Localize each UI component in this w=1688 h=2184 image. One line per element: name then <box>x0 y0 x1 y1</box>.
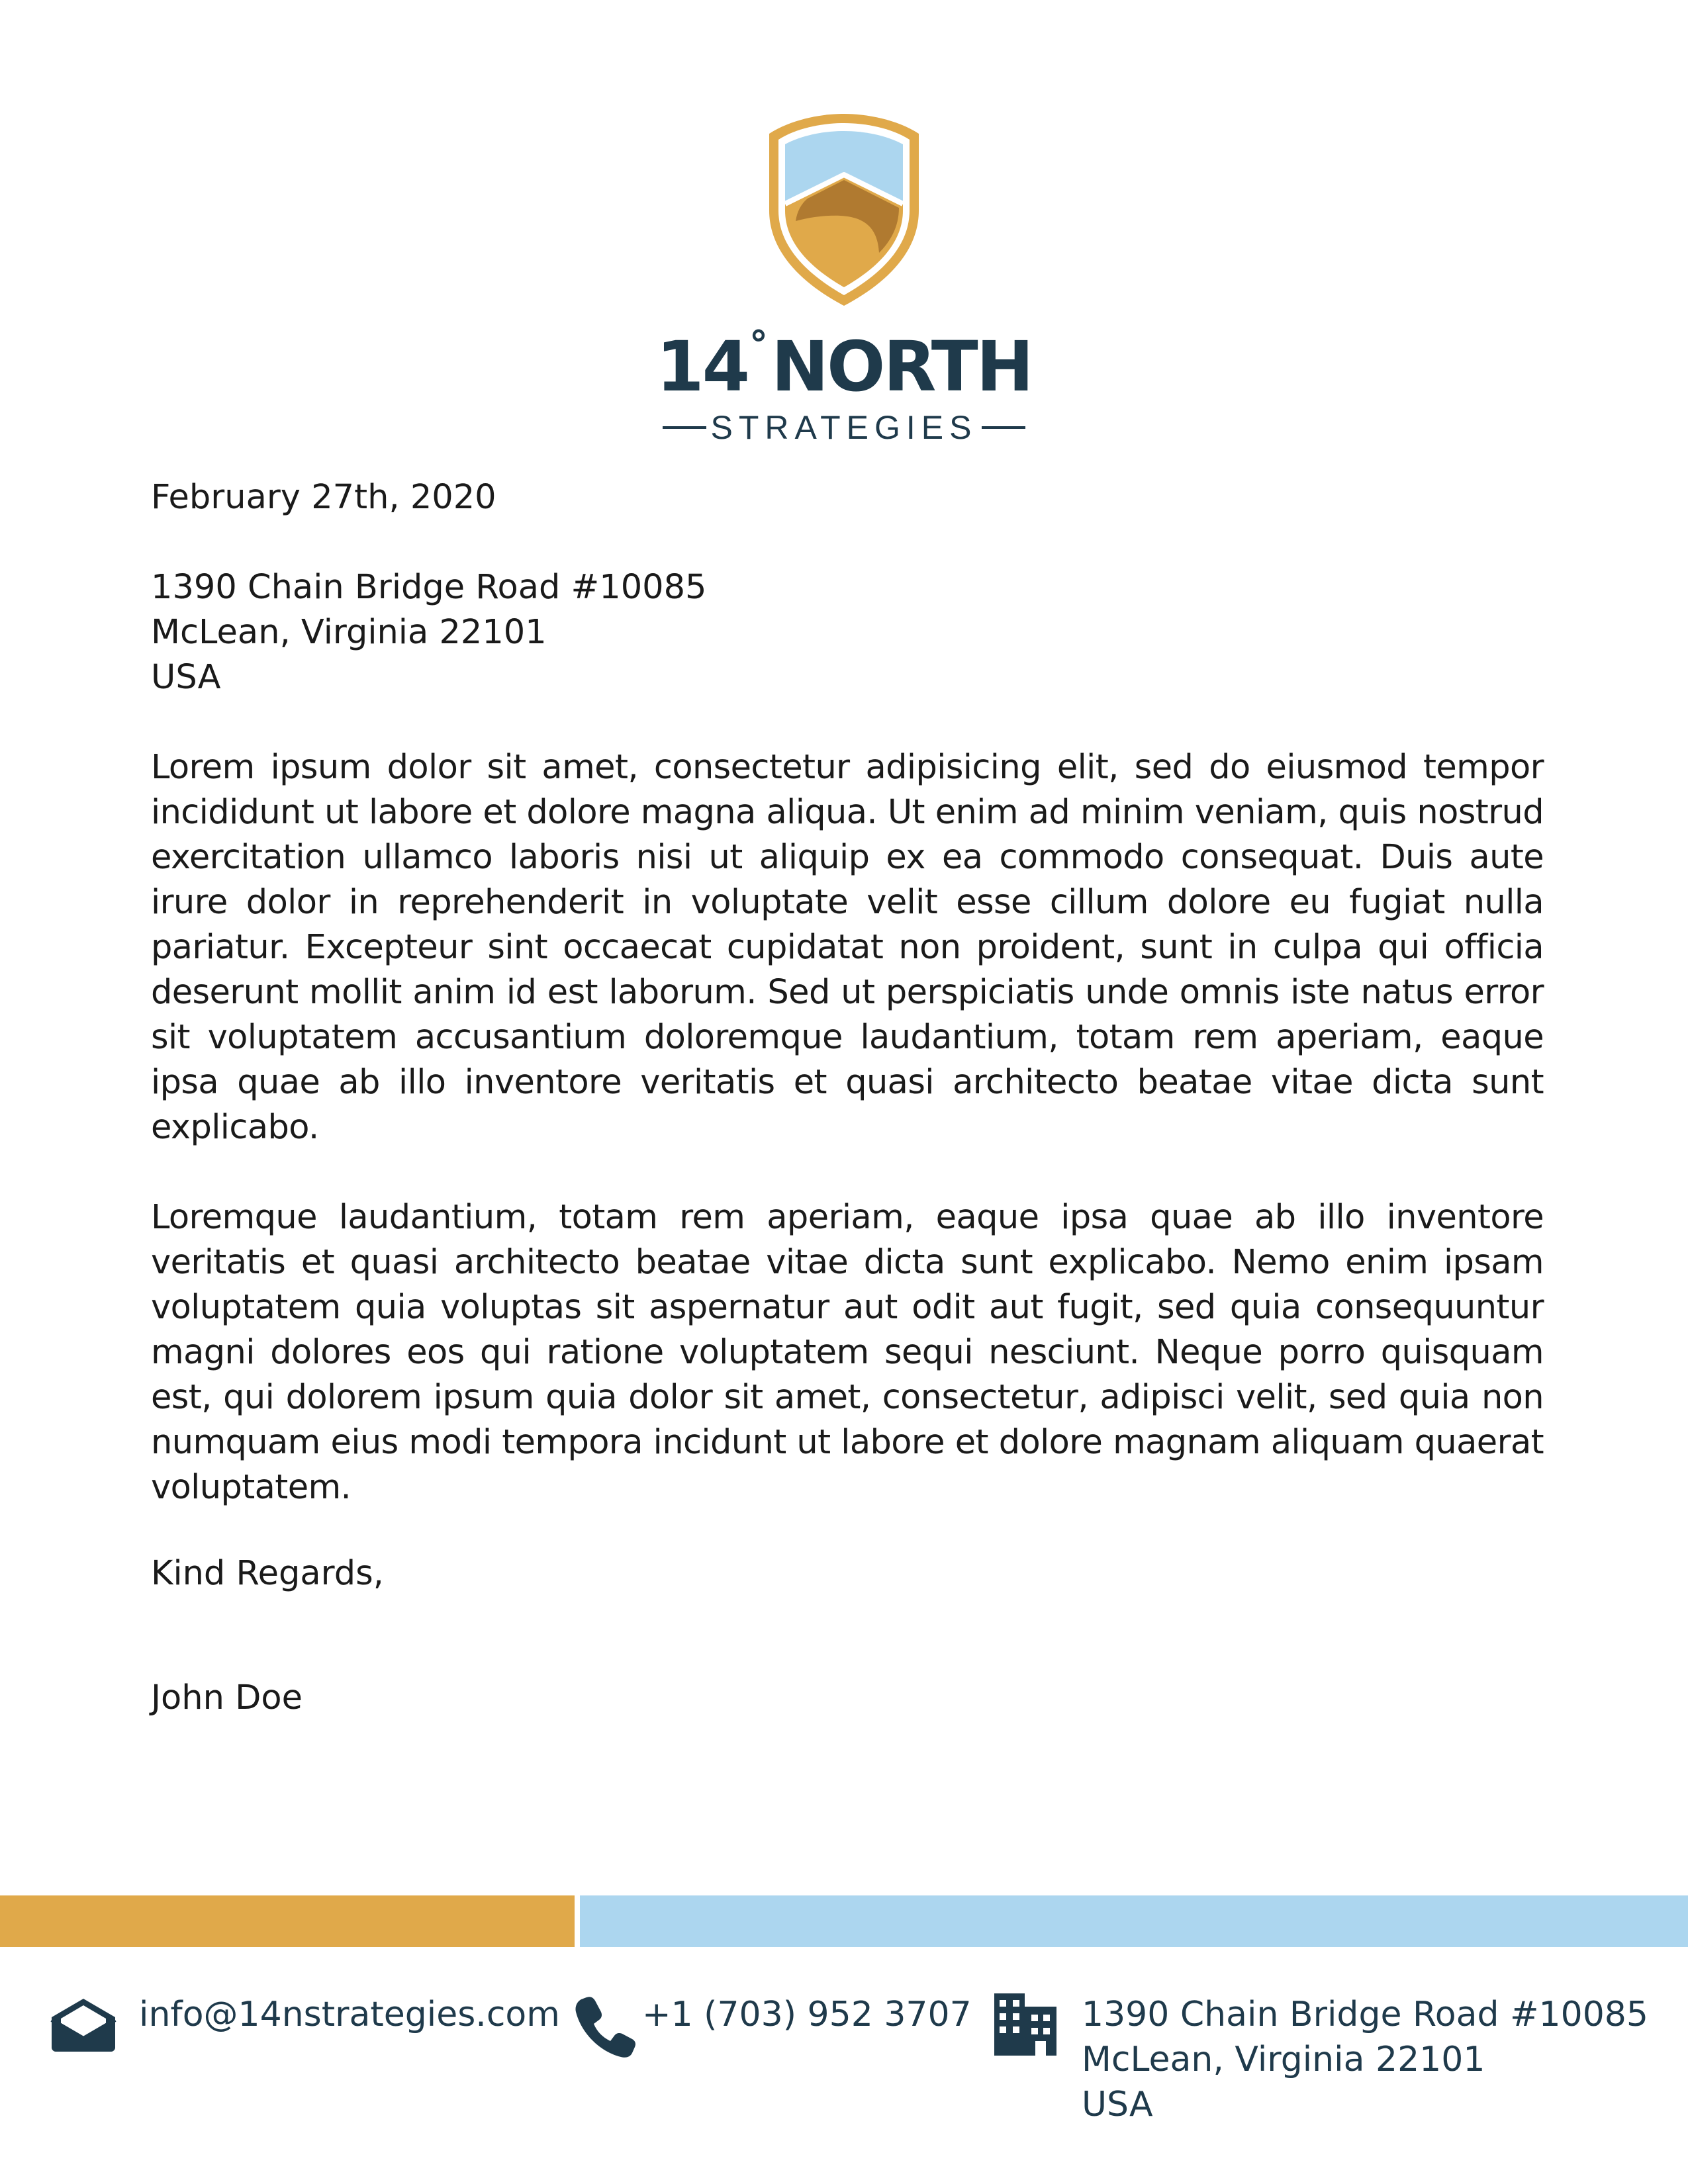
logo-rule-right <box>982 426 1025 429</box>
letter-signature: John Doe <box>151 1678 303 1717</box>
footer-address-line: McLean, Virginia 22101 <box>1082 2040 1485 2079</box>
logo-number: 14 <box>656 326 748 407</box>
phone-icon <box>573 1995 637 2058</box>
address-line: USA <box>151 658 221 697</box>
footer-bar-gold <box>0 1895 575 1947</box>
letter-body <box>151 475 1544 1717</box>
letter-closing: Kind Regards, <box>151 1554 384 1593</box>
footer-address <box>1082 1992 1648 2127</box>
phone-link[interactable]: +1 (703) 952 3707 <box>642 1995 972 2034</box>
logo-subtitle: STRATEGIES <box>710 409 978 446</box>
address-line: McLean, Virginia 22101 <box>151 613 547 652</box>
logo-rule-left <box>663 426 706 429</box>
logo-degree: ° <box>749 324 766 367</box>
company-logo <box>0 111 1688 447</box>
email-link[interactable]: info@14nstrategies.com <box>139 1995 560 2034</box>
logo-wordmark <box>0 324 1688 407</box>
shield-mountain-icon <box>767 111 921 308</box>
address-line: 1390 Chain Bridge Road #10085 <box>151 568 707 607</box>
logo-name: NORTH <box>771 326 1032 407</box>
body-paragraph-2: Loremque laudantium, totam rem aperiam, eaque ipsa quae ab illo inventore veritatis et quasi architecto beatae vitae dicta sunt explicabo. Nemo enim ipsam voluptatem quia voluptas sit aspernatur aut odit aut fugit, sed quia consequuntur magni dolores eos qui ratione voluptatem sequi nesciunt. Neque porro quisquam est, qui dolorem ipsum quia dolor sit amet, consectetur, adipisci velit, sed quia non numquam eius modi tempora incidunt ut labore et dolore magnam aliquam quaerat voluptatem. <box>151 1198 1544 1507</box>
envelope-icon <box>49 1996 118 2052</box>
recipient-address <box>151 565 1544 700</box>
footer-address-line: USA <box>1082 2085 1153 2124</box>
footer-address-line: 1390 Chain Bridge Road #10085 <box>1082 1995 1648 2034</box>
building-icon <box>993 1992 1058 2057</box>
footer-bar-blue <box>580 1895 1688 1947</box>
letter-date: February 27th, 2020 <box>151 478 496 517</box>
logo-subtitle-row <box>0 408 1688 447</box>
body-paragraph-1: Lorem ipsum dolor sit amet, consectetur adipisicing elit, sed do eiusmod tempor incididunt ut labore et dolore magna aliqua. Ut enim ad minim veniam, quis nostrud exercitation ullamco laboris nisi ut aliquip ex ea commodo consequat. Duis aute irure dolor in reprehenderit in voluptate velit esse cillum dolore eu fugiat nulla pariatur. Excepteur sint occaecat cupidatat non proident, sunt in culpa qui officia deserunt mollit anim id est laborum. Sed ut perspiciatis unde omnis iste natus error sit voluptatem accusantium doloremque laudantium, totam rem aperiam, eaque ipsa quae ab illo inventore veritatis et quasi architecto beatae vitae dicta sunt explicabo. <box>151 748 1544 1147</box>
